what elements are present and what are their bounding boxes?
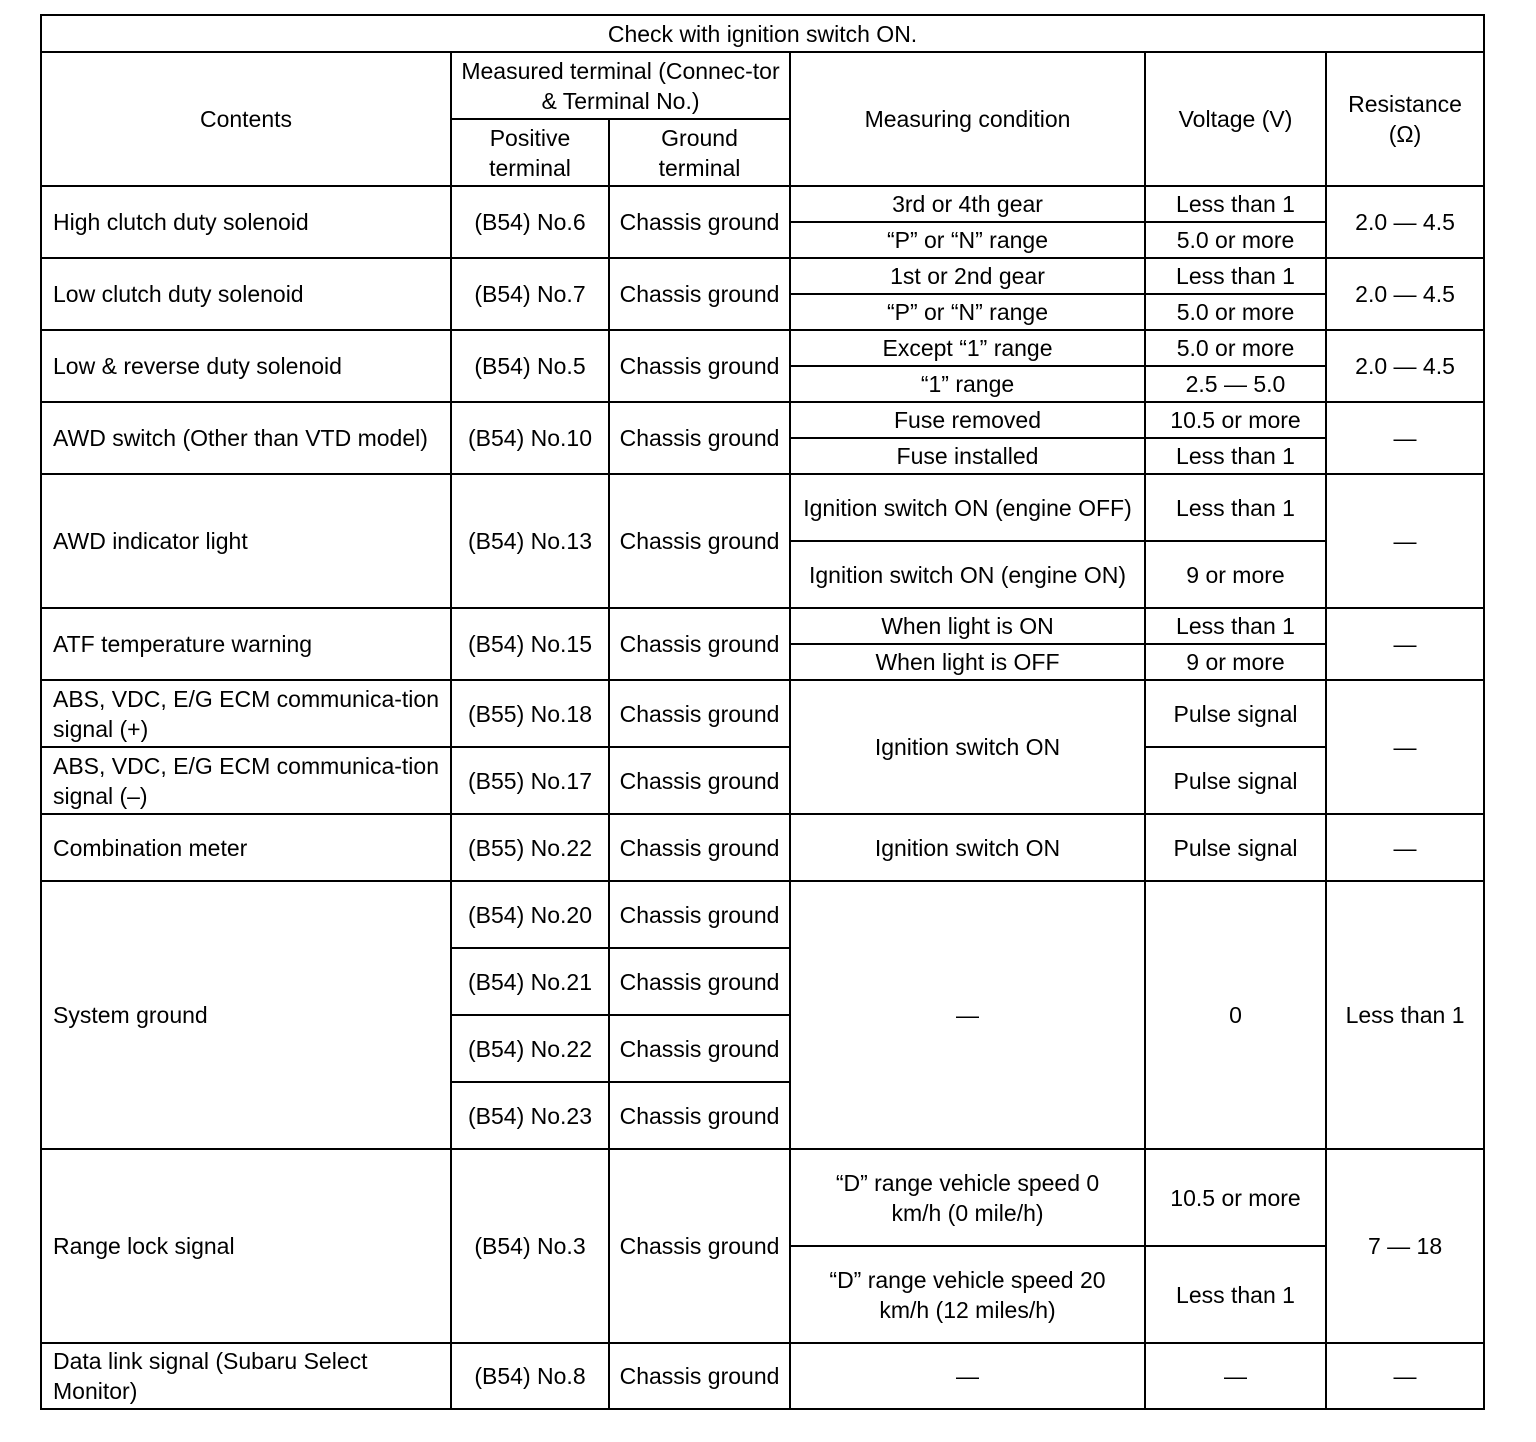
voltage-cell: 0	[1145, 881, 1326, 1149]
header-voltage: Voltage (V)	[1145, 52, 1326, 186]
contents-cell: High clutch duty solenoid	[41, 186, 451, 258]
voltage-cell: Less than 1	[1145, 258, 1326, 294]
ground-terminal-cell: Chassis ground	[609, 186, 790, 258]
table-row	[41, 474, 1484, 541]
condition-cell: Except “1” range	[790, 330, 1145, 366]
positive-terminal-cell: (B54) No.23	[451, 1082, 609, 1149]
ground-terminal-cell: Chassis ground	[609, 330, 790, 402]
voltage-cell: 9 or more	[1145, 541, 1326, 608]
contents-cell: AWD switch (Other than VTD model)	[41, 402, 451, 474]
table-row	[41, 258, 1484, 294]
ground-terminal-cell: Chassis ground	[609, 258, 790, 330]
voltage-cell: 10.5 or more	[1145, 1149, 1326, 1246]
resistance-cell: —	[1326, 608, 1484, 680]
condition-cell: —	[790, 1343, 1145, 1409]
ground-terminal-cell: Chassis ground	[609, 747, 790, 814]
condition-cell: When light is OFF	[790, 644, 1145, 680]
condition-cell: —	[790, 881, 1145, 1149]
contents-cell: Data link signal (Subaru Select Monitor)	[41, 1343, 451, 1409]
condition-cell: Fuse installed	[790, 438, 1145, 474]
voltage-cell: Pulse signal	[1145, 747, 1326, 814]
condition-cell: “1” range	[790, 366, 1145, 402]
contents-cell: Low clutch duty solenoid	[41, 258, 451, 330]
contents-cell: AWD indicator light	[41, 474, 451, 608]
ground-terminal-cell: Chassis ground	[609, 948, 790, 1015]
voltage-cell: Pulse signal	[1145, 814, 1326, 881]
table-row	[41, 402, 1484, 438]
voltage-cell: 9 or more	[1145, 644, 1326, 680]
resistance-cell: Less than 1	[1326, 881, 1484, 1149]
table-row	[41, 814, 1484, 881]
positive-terminal-cell: (B54) No.13	[451, 474, 609, 608]
condition-cell: Ignition switch ON	[790, 814, 1145, 881]
condition-cell: Fuse removed	[790, 402, 1145, 438]
ground-terminal-cell: Chassis ground	[609, 881, 790, 948]
ground-terminal-cell: Chassis ground	[609, 814, 790, 881]
positive-terminal-cell: (B55) No.22	[451, 814, 609, 881]
voltage-cell: 5.0 or more	[1145, 222, 1326, 258]
resistance-cell: —	[1326, 402, 1484, 474]
positive-terminal-cell: (B54) No.3	[451, 1149, 609, 1343]
condition-cell: “P” or “N” range	[790, 294, 1145, 330]
resistance-cell: —	[1326, 814, 1484, 881]
ground-terminal-cell: Chassis ground	[609, 1343, 790, 1409]
contents-cell: Combination meter	[41, 814, 451, 881]
contents-cell: System ground	[41, 881, 451, 1149]
contents-cell: ATF temperature warning	[41, 608, 451, 680]
header-contents: Contents	[41, 52, 451, 186]
voltage-cell: Less than 1	[1145, 474, 1326, 541]
table-row	[41, 680, 1484, 747]
positive-terminal-cell: (B55) No.18	[451, 680, 609, 747]
table-title: Check with ignition switch ON.	[41, 15, 1484, 52]
table-row	[41, 330, 1484, 366]
positive-terminal-cell: (B54) No.20	[451, 881, 609, 948]
positive-terminal-cell: (B54) No.5	[451, 330, 609, 402]
voltage-cell: 5.0 or more	[1145, 330, 1326, 366]
resistance-cell: 2.0 — 4.5	[1326, 258, 1484, 330]
contents-cell: Range lock signal	[41, 1149, 451, 1343]
ground-terminal-cell: Chassis ground	[609, 1082, 790, 1149]
voltage-cell: —	[1145, 1343, 1326, 1409]
contents-cell: ABS, VDC, E/G ECM communica-tion signal (+)	[41, 680, 451, 747]
header-resistance: Resistance (Ω)	[1326, 52, 1484, 186]
resistance-cell: 2.0 — 4.5	[1326, 186, 1484, 258]
condition-cell: When light is ON	[790, 608, 1145, 644]
voltage-cell: Less than 1	[1145, 186, 1326, 222]
table-row	[41, 608, 1484, 644]
condition-cell: “D” range vehicle speed 0 km/h (0 mile/h)	[790, 1149, 1145, 1246]
contents-cell: ABS, VDC, E/G ECM communica-tion signal (–)	[41, 747, 451, 814]
table-row	[41, 1149, 1484, 1246]
condition-cell: 3rd or 4th gear	[790, 186, 1145, 222]
header-measuring-condition: Measuring condition	[790, 52, 1145, 186]
voltage-cell: 2.5 — 5.0	[1145, 366, 1326, 402]
inspection-table	[40, 14, 1485, 1410]
voltage-cell: 5.0 or more	[1145, 294, 1326, 330]
voltage-cell: Pulse signal	[1145, 680, 1326, 747]
ground-terminal-cell: Chassis ground	[609, 402, 790, 474]
table-row	[41, 881, 1484, 948]
condition-cell: Ignition switch ON	[790, 680, 1145, 814]
table-row	[41, 747, 1484, 814]
positive-terminal-cell: (B54) No.8	[451, 1343, 609, 1409]
resistance-cell: —	[1326, 1343, 1484, 1409]
condition-cell: Ignition switch ON (engine ON)	[790, 541, 1145, 608]
condition-cell: “P” or “N” range	[790, 222, 1145, 258]
contents-cell: Low & reverse duty solenoid	[41, 330, 451, 402]
positive-terminal-cell: (B55) No.17	[451, 747, 609, 814]
condition-cell: 1st or 2nd gear	[790, 258, 1145, 294]
resistance-cell: —	[1326, 474, 1484, 608]
voltage-cell: Less than 1	[1145, 438, 1326, 474]
condition-cell: “D” range vehicle speed 20 km/h (12 miles/h)	[790, 1246, 1145, 1343]
header-ground-terminal: Ground terminal	[609, 119, 790, 186]
table-row	[41, 1343, 1484, 1409]
positive-terminal-cell: (B54) No.21	[451, 948, 609, 1015]
table-row	[41, 186, 1484, 222]
voltage-cell: Less than 1	[1145, 608, 1326, 644]
positive-terminal-cell: (B54) No.15	[451, 608, 609, 680]
header-positive-terminal: Positive terminal	[451, 119, 609, 186]
ground-terminal-cell: Chassis ground	[609, 608, 790, 680]
ground-terminal-cell: Chassis ground	[609, 1015, 790, 1082]
ground-terminal-cell: Chassis ground	[609, 1149, 790, 1343]
voltage-cell: 10.5 or more	[1145, 402, 1326, 438]
resistance-cell: —	[1326, 680, 1484, 814]
header-measured-terminal: Measured terminal (Connec-tor & Terminal No.)	[451, 52, 790, 119]
positive-terminal-cell: (B54) No.10	[451, 402, 609, 474]
ground-terminal-cell: Chassis ground	[609, 474, 790, 608]
resistance-cell: 7 — 18	[1326, 1149, 1484, 1343]
positive-terminal-cell: (B54) No.7	[451, 258, 609, 330]
ground-terminal-cell: Chassis ground	[609, 680, 790, 747]
resistance-cell: 2.0 — 4.5	[1326, 330, 1484, 402]
positive-terminal-cell: (B54) No.6	[451, 186, 609, 258]
condition-cell: Ignition switch ON (engine OFF)	[790, 474, 1145, 541]
voltage-cell: Less than 1	[1145, 1246, 1326, 1343]
positive-terminal-cell: (B54) No.22	[451, 1015, 609, 1082]
